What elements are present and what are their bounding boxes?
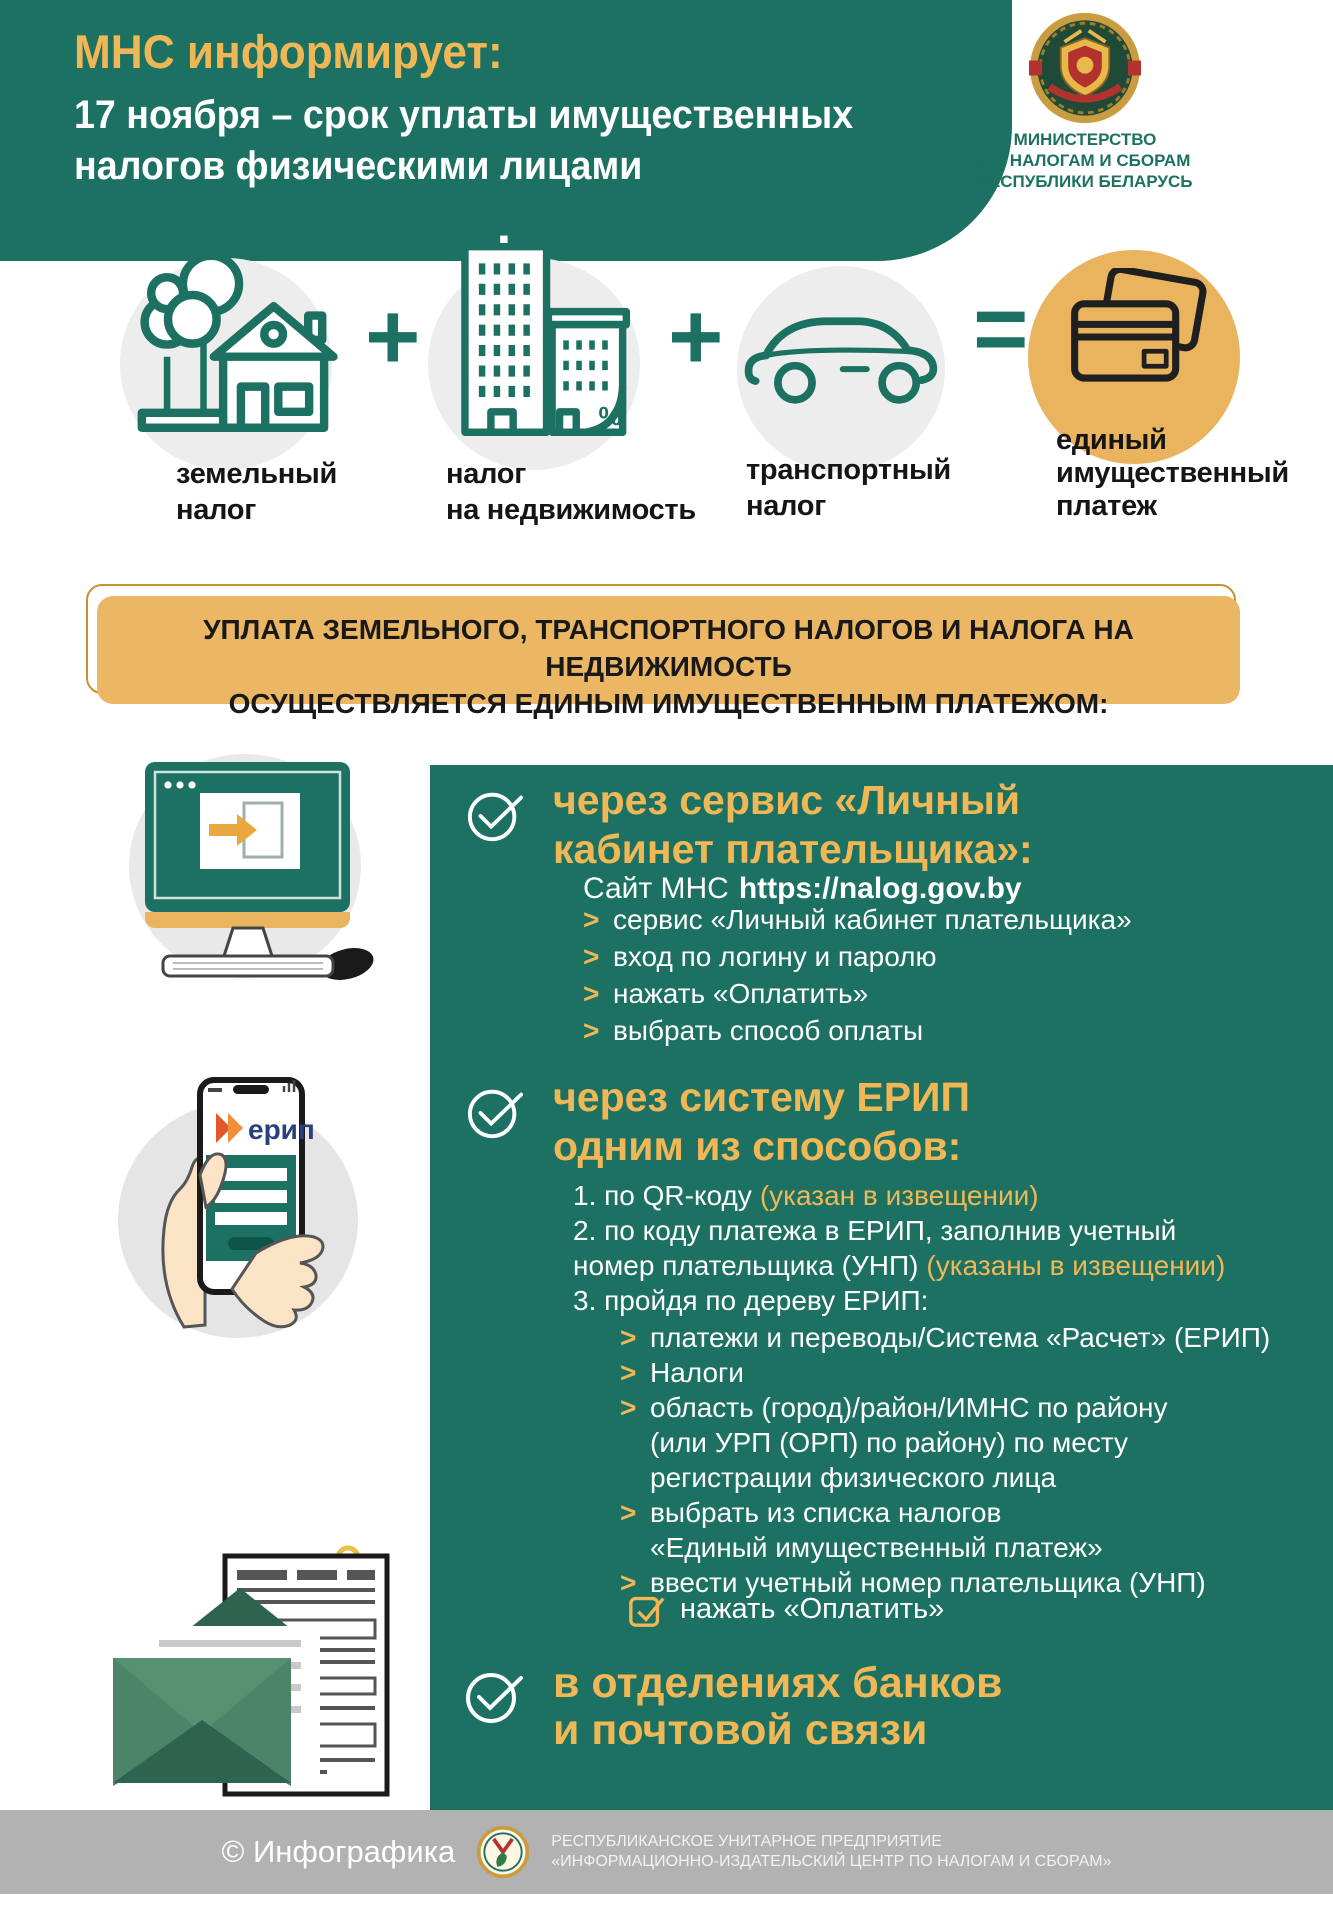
erip-way-3: 3. пройдя по дереву ЕРИП: — [573, 1285, 929, 1316]
checkbox-check-icon — [628, 1590, 666, 1628]
header-accent-title: МНС информирует: — [74, 25, 503, 78]
chevron-marker: > — [620, 1567, 637, 1598]
ministry-line1: МИНИСТЕРСТВО — [1013, 130, 1157, 149]
cabinet-step: > выбрать способ оплаты — [583, 1012, 1132, 1049]
pay-action-label: нажать «Оплатить» — [680, 1592, 945, 1625]
infographic-copyright: © Инфографика — [221, 1834, 456, 1869]
ministry-line3: РЕСПУБЛИКИ БЕЛАРУСЬ — [977, 172, 1193, 191]
header-title-line1: 17 ноября – срок уплаты имущественных — [74, 93, 854, 137]
cabinet-step: > вход по логину и паролю — [583, 938, 1132, 975]
envelope-notice-illustration — [85, 1528, 420, 1828]
footer-bar — [0, 1810, 1333, 1894]
chevron-marker: > — [583, 904, 600, 935]
plus-operator: + — [365, 284, 421, 390]
land-tax-icon — [125, 222, 340, 454]
equals-operator: = — [973, 276, 1029, 382]
header-title — [74, 90, 853, 192]
tree-step: > выбрать из списка налогов «Единый имущественный платеж» — [620, 1497, 1103, 1563]
tree-step: > платежи и переводы/Система «Расчет» (ЕРИП) — [620, 1322, 1271, 1353]
ministry-block — [880, 12, 1290, 192]
erip-heading: через систему ЕРИП одним из способов: — [553, 1074, 970, 1169]
cabinet-steps — [583, 901, 1132, 1049]
erip-logo-text: ерип — [248, 1114, 315, 1145]
land-tax-label: земельный налог — [176, 458, 338, 526]
chevron-marker: > — [583, 941, 600, 972]
chevron-marker: > — [620, 1392, 637, 1423]
real-estate-tax-icon — [448, 230, 634, 448]
tree-step: > Налоги — [620, 1357, 744, 1388]
transport-tax-label: транспортный налог — [746, 454, 951, 522]
site-url: https://nalog.gov.by — [738, 872, 1022, 905]
site-prefix: Сайт МНС — [583, 872, 729, 905]
ministry-emblem-icon — [1029, 12, 1141, 124]
chevron-marker: > — [620, 1497, 637, 1528]
notice-note: (указаны в извещении) — [926, 1250, 1226, 1281]
erip-way-1: 1. по QR-коду (указан в извещении) — [573, 1180, 1039, 1211]
cabinet-heading: через сервис «Личный кабинет плательщика»: — [553, 777, 1033, 872]
chevron-marker: > — [583, 1015, 600, 1046]
plus-operator: + — [668, 284, 724, 390]
cabinet-step: > нажать «Оплатить» — [583, 975, 1132, 1012]
publisher-emblem-icon — [475, 1824, 531, 1880]
banks-heading: в отделениях банков и почтовой связи — [553, 1659, 1003, 1754]
header-title-line2: налогов физическими лицами — [74, 144, 643, 188]
chevron-marker: > — [583, 978, 600, 1009]
ministry-line2: ПО НАЛОГАМ И СБОРАМ — [979, 151, 1191, 170]
phone-erip-illustration — [88, 1055, 403, 1360]
notice-note: (указан в извещении) — [759, 1180, 1039, 1211]
percent-glyph: % — [598, 400, 622, 431]
chevron-marker: > — [620, 1357, 637, 1388]
banner-line1: УПЛАТА ЗЕМЕЛЬНОГО, ТРАНСПОРТНОГО НАЛОГОВ И НАЛОГА НА НЕДВИЖИМОСТЬ — [203, 614, 1134, 682]
pay-action-row — [628, 1590, 944, 1628]
erip-way-2: 2. по коду платежа в ЕРИП, заполнив учетный номер плательщика (УНП) (указаны в извещении) — [573, 1215, 1226, 1281]
transport-tax-icon — [742, 296, 947, 414]
tree-step: > ввести учетный номер плательщика (УНП) — [620, 1567, 1206, 1598]
check-circle-icon — [466, 786, 524, 844]
check-circle-icon — [466, 1083, 524, 1141]
tree-step: > область (город)/район/ИМНС по району (или УРП (ОРП) по району) по месту регистрации физического лица — [620, 1392, 1168, 1493]
ministry-name — [880, 129, 1290, 192]
publisher-name: РЕСПУБЛИКАНСКОЕ УНИТАРНОЕ ПРЕДПРИЯТИЕ «ИНФОРМАЦИОННО-ИЗДАТЕЛЬСКИЙ ЦЕНТР ПО НАЛОГАМ И СБОРАМ» — [551, 1833, 1112, 1870]
check-circle-icon — [464, 1666, 524, 1726]
cabinet-step: > сервис «Личный кабинет плательщика» — [583, 901, 1132, 938]
banner-line2: ОСУЩЕСТВЛЯЕТСЯ ЕДИНЫМ ИМУЩЕСТВЕННЫМ ПЛАТЕЖОМ: — [228, 688, 1109, 719]
payment-notice-banner — [97, 596, 1240, 719]
erip-tree-steps — [620, 1320, 1320, 1600]
chevron-marker: > — [620, 1322, 637, 1353]
erip-numbered-list — [573, 1178, 1303, 1318]
unified-payment-label: единый имущественный платеж — [1056, 424, 1289, 522]
real-estate-tax-label: налог на недвижимость — [446, 458, 696, 526]
computer-illustration — [95, 740, 405, 998]
unified-payment-icon — [1062, 268, 1212, 406]
